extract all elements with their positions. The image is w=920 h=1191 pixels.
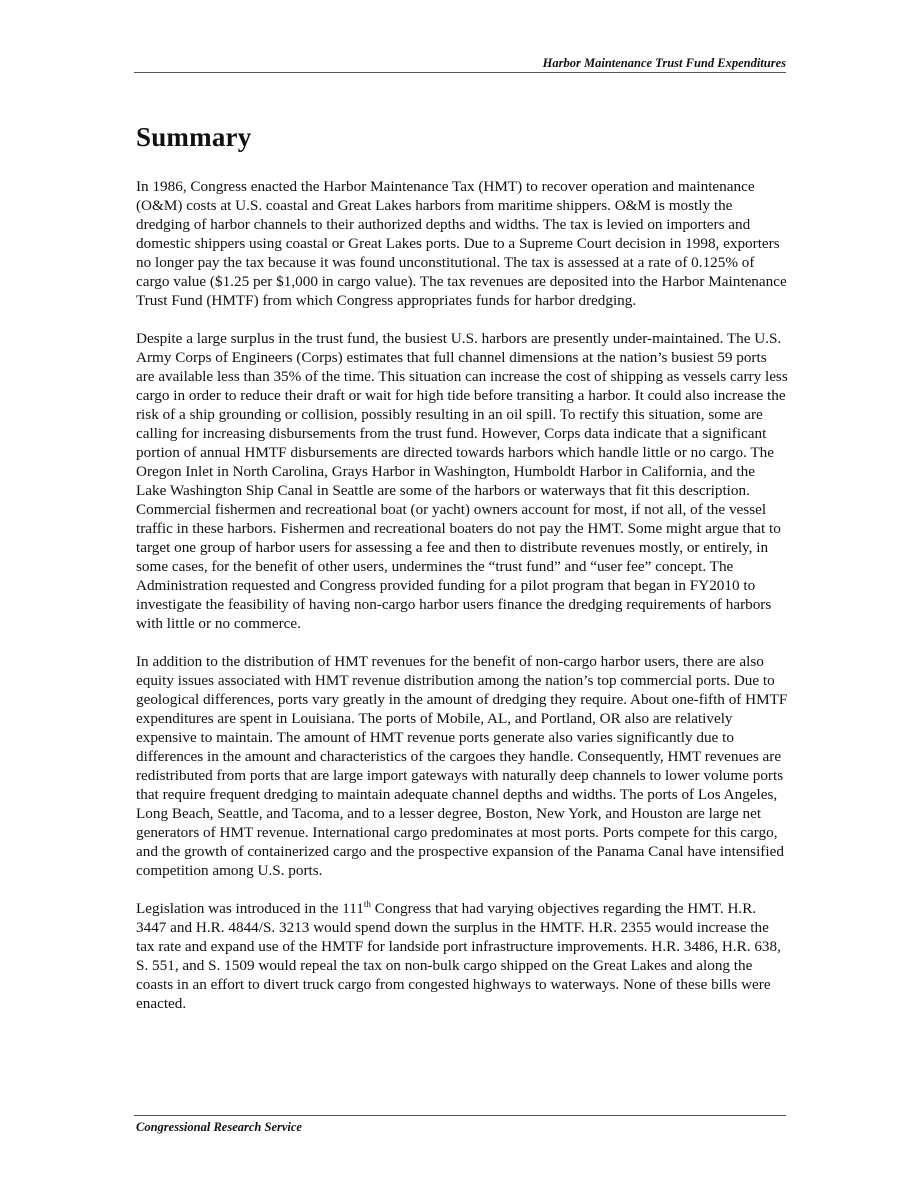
ordinal-superscript: th xyxy=(363,898,371,909)
paragraph-hmt-overview: In 1986, Congress enacted the Harbor Maintenance Tax (HMT) to recover operation and maintenance (O&M) costs at U.S. coastal and Great Lakes harbors from maritime shippers. O&M is mostly the dredging of harbor channels to their authorized depths and widths. The tax is levied on importers and domestic shippers using coastal or Great Lakes ports. Due to a Supreme Court decision in 1998, exporters no longer pay the tax because it was found unconstitutional. The tax is assessed at a rate of 0.125% of cargo value ($1.25 per $1,000 in cargo value). The tax revenues are deposited into the Harbor Maintenance Trust Fund (HMTF) from which Congress appropriates funds for harbor dredging. xyxy=(136,178,787,309)
page-title: Summary xyxy=(136,122,252,152)
paragraph-under-maintenance: Despite a large surplus in the trust fund, the busiest U.S. harbors are presently under-maintained. The U.S. Army Corps of Engineers (Corps) estimates that full channel dimensions at the nation’s busiest 59 ports are available less than 35% of the time. This situation can increase the cost of shipping as vessels carry less cargo in order to reduce their draft or wait for high tide before transiting a harbor. It could also increase the risk of a ship grounding or collision, possibly resulting in an oil spill. To rectify this situation, some are calling for increasing disbursements from the trust fund. However, Corps data indicate that a significant portion of annual HMTF disbursements are directed towards harbors which handle little or no cargo. The Oregon Inlet in North Carolina, Grays Harbor in Washington, Humboldt Harbor in California, and the Lake Washington Ship Canal in Seattle are some of the harbors or waterways that fit this description. Commercial fishermen and recreational boat (or yacht) owners account for most, if not all, of the vessel traffic in these harbors. Fishermen and recreational boaters do not pay the HMT. Some might argue that to target one group of harbor users for assessing a fee and then to distribute revenues mostly, or entirely, in some cases, for the benefit of other users, undermines the “trust fund” and “user fee” concept. The Administration requested and Congress provided funding for a pilot program that began in FY2010 to investigate the feasibility of having non-cargo harbor users finance the dredging requirements of harbors with little or no commerce. xyxy=(136,330,788,632)
header-divider xyxy=(134,72,786,73)
running-footer-source: Congressional Research Service xyxy=(136,1120,302,1134)
legislation-lead: Legislation was introduced in the 111 xyxy=(136,900,364,917)
footer-divider xyxy=(134,1115,786,1116)
legislation-rest: Congress that had varying objectives regarding the HMT. H.R. 3447 and H.R. 4844/S. 3213 would spend down the surplus in the HMTF. H.R. 2355 would increase the tax rate and expand use of the HMTF for landside port infrastructure improvements. H.R. 3486, H.R. 638, S. 551, and S. 1509 would repeal the tax on non-bulk cargo shipped on the Great Lakes and along the coasts in an effort to divert truck cargo from congested highways to waterways. None of these bills were enacted. xyxy=(136,900,781,1012)
paragraph-equity-issues: In addition to the distribution of HMT revenues for the benefit of non-cargo harbor users, there are also equity issues associated with HMT revenue distribution among the nation’s top commercial ports. Due to geological differences, ports vary greatly in the amount of dredging they require. About one-fifth of HMTF expenditures are spent in Louisiana. The ports of Mobile, AL, and Portland, OR also are relatively expensive to maintain. The amount of HMT revenue ports generate also varies significantly due to differences in the amount and characteristics of the cargoes they handle. Consequently, HMT revenues are redistributed from ports that are large import gateways with naturally deep channels to lower volume ports that require frequent dredging to maintain adequate channel depths and widths. The ports of Los Angeles, Long Beach, Seattle, and Tacoma, and to a lesser degree, Boston, New York, and Houston are large net generators of HMT revenue. International cargo predominates at most ports. Ports compete for this cargo, and the growth of containerized cargo and the prospective expansion of the Panama Canal have intensified competition among U.S. ports. xyxy=(136,653,788,879)
paragraph-legislation xyxy=(136,899,788,1013)
running-header-title: Harbor Maintenance Trust Fund Expenditures xyxy=(542,56,786,70)
summary-body xyxy=(136,177,788,1032)
